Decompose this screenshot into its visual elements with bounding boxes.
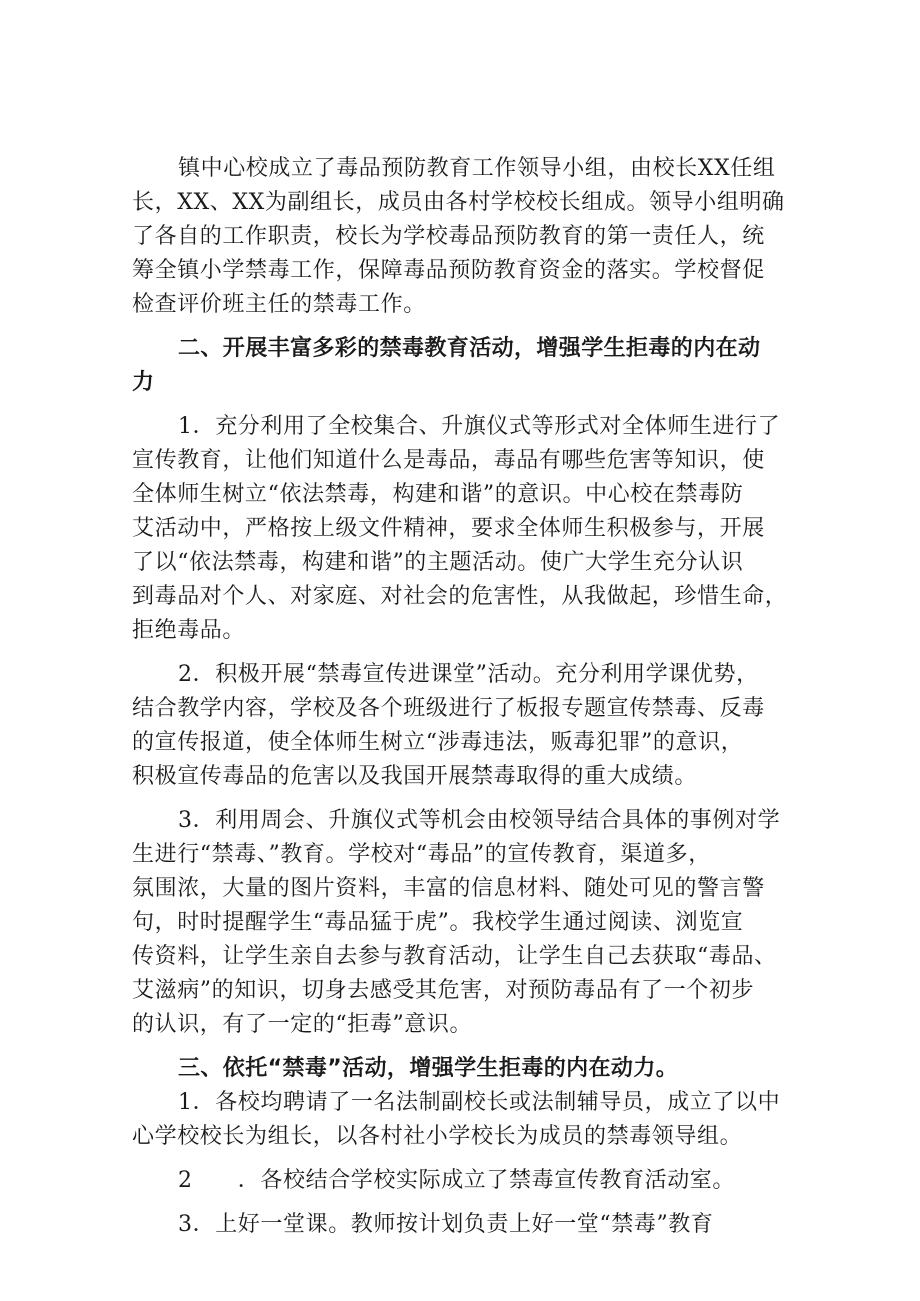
text-line: 检查评价班主任的禁毒工作。 xyxy=(132,292,426,317)
text-line: 筹全镇小学禁毒工作，保障毒品预防教育资金的落实。学校督促 xyxy=(132,258,765,283)
text-line: 3．上好一堂课。教师按计划负责上好一堂“禁毒”教育 xyxy=(178,1212,714,1237)
text-line: 2．积极开展“禁毒宣传进课堂”活动。充分利用学课优势， xyxy=(178,662,759,687)
text-line: 拒绝毒品。 xyxy=(132,618,246,643)
text-line: 3．利用周会、升旗仪式等机会由校领导结合具体的事例对学 xyxy=(178,808,781,833)
text-line: 了各自的工作职责，校长为学校毒品预防教育的第一责任人，统 xyxy=(132,224,765,249)
text-line: 心学校校长为组长，以各村社小学校长为成员的禁毒领导组。 xyxy=(132,1124,743,1149)
text-line: 结合教学内容，学校及各个班级进行了板报专题宣传禁毒、反毒 xyxy=(132,696,765,721)
text-line: 镇中心校成立了毒品预防教育工作领导小组，由校长XX任组 xyxy=(178,156,776,181)
paragraph-subitem-3 xyxy=(132,1208,802,1242)
text-line: 生进行“禁毒、”教育。学校对“毒品”的宣传教育，渠道多， xyxy=(132,842,711,867)
text-line: 长，XX、XX为副组长，成员由各村学校校长组成。领导小组明确 xyxy=(132,190,785,215)
text-line: 艾活动中，严格按上级文件精神，要求全体师生积极参与，开展 xyxy=(132,516,765,541)
text-line: 全体师生树立“依法禁毒，构建和谐”的意识。中心校在禁毒防 xyxy=(132,482,744,507)
paragraph-item-3 xyxy=(132,804,802,1042)
paragraph-leadership-group xyxy=(132,152,802,322)
section-heading-3 xyxy=(132,1052,802,1086)
text-line: 1．各校均聘请了一名法制副校长或法制辅导员，成立了以中 xyxy=(178,1090,781,1115)
text-line: 艾滋病”的知识，切身去感受其危害，对预防毒品有了一个初步 xyxy=(132,978,755,1003)
heading-line: 二、开展丰富多彩的禁毒教育活动，增强学生拒毒的内在动 xyxy=(178,336,761,361)
text-line: 了以“依法禁毒，构建和谐”的主题活动。使广大学生充分认识 xyxy=(132,550,744,575)
section-heading-2 xyxy=(132,332,802,400)
heading-line: 三、依托“禁毒”活动，增强学生拒毒的内在动力。 xyxy=(178,1056,679,1081)
text-line: 句，时时提醒学生“毒品猛于虎”。我校学生通过阅读、浏览宣 xyxy=(132,910,744,935)
paragraph-item-2 xyxy=(132,658,802,794)
text-line: 的宣传报道，使全体师生树立“涉毒违法，贩毒犯罪”的意识， xyxy=(132,730,744,755)
heading-line: 力 xyxy=(132,370,155,395)
paragraph-subitem-2 xyxy=(132,1164,802,1198)
text-line: 传资料，让学生亲自去参与教育活动，让学生自己去获取“毒品、 xyxy=(132,944,777,969)
text-line: 的认识，有了一定的“拒毒”意识。 xyxy=(132,1012,473,1037)
paragraph-item-1 xyxy=(132,410,802,648)
text-line: 积极宣传毒品的危害以及我国开展禁毒取得的重大成绩。 xyxy=(132,764,698,789)
text-line: 宣传教育，让他们知道什么是毒品，毒品有哪些危害等知识，使 xyxy=(132,448,765,473)
paragraph-subitem-1 xyxy=(132,1086,802,1154)
text-line: 氛围浓，大量的图片资料，丰富的信息材料、随处可见的警言警 xyxy=(132,876,765,901)
document-page xyxy=(132,152,802,1242)
text-line: 到毒品对个人、对家庭、对社会的危害性，从我做起，珍惜生命， xyxy=(132,584,788,609)
text-line: 1．充分利用了全校集合、升旗仪式等形式对全体师生进行了 xyxy=(178,414,781,439)
text-line: 2 ．各校结合学校实际成立了禁毒宣传教育活动室。 xyxy=(178,1168,735,1193)
